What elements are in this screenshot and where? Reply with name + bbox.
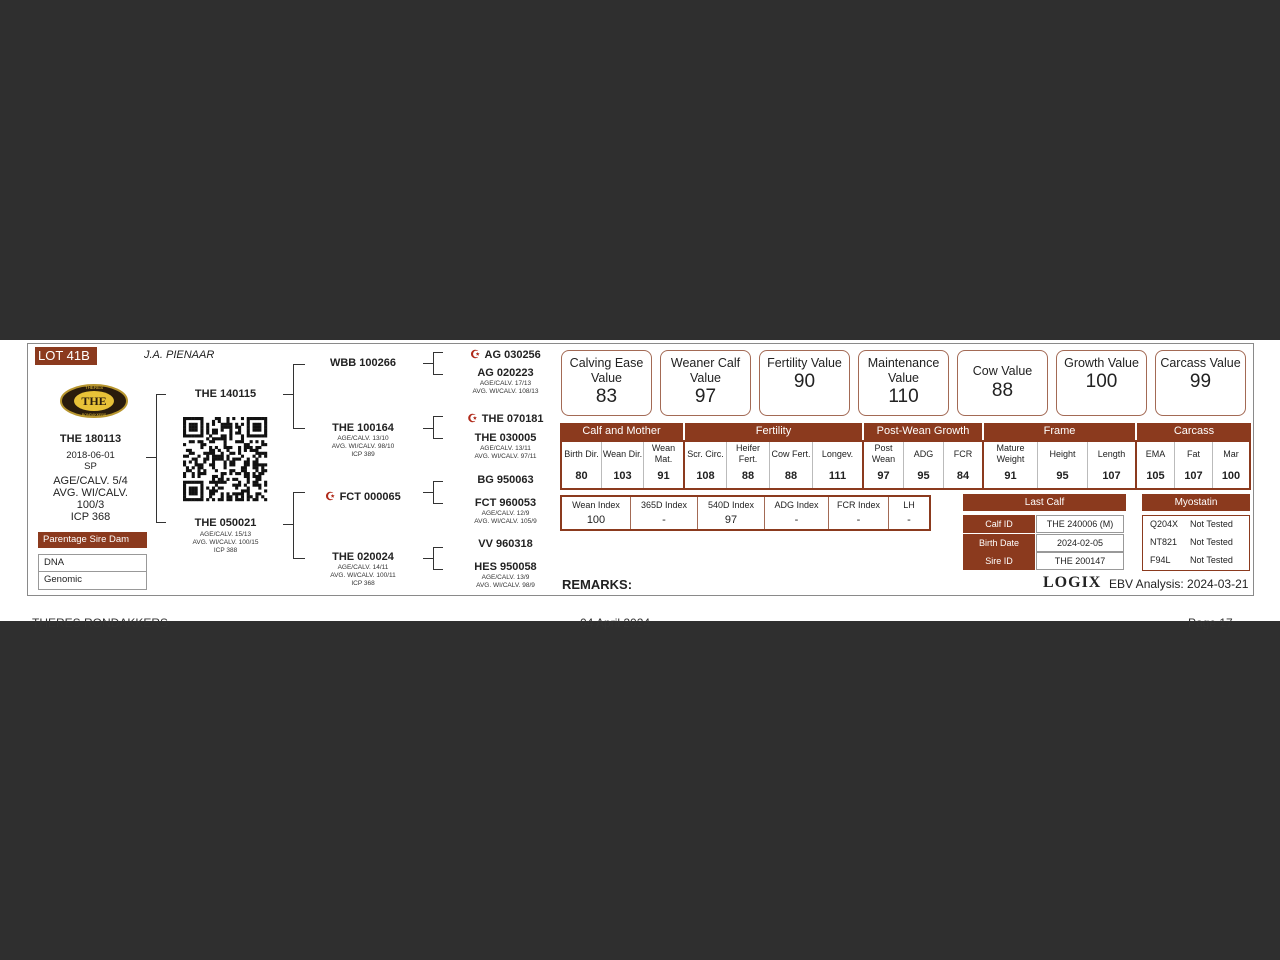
value-title: Calving Ease Value (569, 356, 644, 385)
sire-dam-info (313, 422, 413, 459)
sheep-icon: ☪ (470, 349, 481, 361)
myostatin-header: Myostatin (1142, 494, 1250, 511)
index-365d: 365D Index - (631, 497, 698, 529)
value-title: Carcass Value (1160, 356, 1241, 370)
value-title: Cow Value (972, 364, 1033, 378)
ggp-sds (453, 409, 558, 427)
ebv-analysis-date: EBV Analysis: 2024-03-21 (1109, 577, 1249, 591)
parentage-row-genomic: Genomic (38, 572, 147, 590)
pedigree-line (433, 374, 443, 375)
pedigree-line (293, 558, 305, 559)
logo-top-text: THERES (84, 385, 104, 390)
value-number: 88 (991, 380, 1014, 401)
ebv-post-wean: Post Wean 97 (864, 442, 904, 488)
value-box-cow (957, 350, 1048, 416)
value-number: 100 (1085, 371, 1118, 392)
ggp-dds-id: VV 960318 (478, 538, 533, 550)
ggp-ssd-avg: AVG. WI/CALV. 108/13 (472, 388, 539, 395)
logo-bottom-text: RONDAKKERS (81, 413, 107, 417)
sire-sire-id: WBB 100266 (329, 357, 397, 369)
pedigree-line (423, 363, 433, 364)
last-calf-row: Sire ID THE 200147 (963, 552, 1126, 570)
sire-dam-avg: AVG. WI/CALV. 98/10 (331, 443, 395, 450)
sheep-icon: ☪ (467, 413, 478, 425)
sire-id: THE 140115 (194, 388, 257, 400)
animal-birth-date: 2018-06-01 (66, 450, 115, 461)
pedigree-line (156, 394, 166, 395)
ggp-sss (453, 345, 558, 363)
parentage-header: Parentage Sire Dam (38, 532, 147, 548)
footer-date: 04 April 2024 (580, 616, 651, 630)
sire-dam-age-calv: AGE/CALV. 13/10 (337, 435, 389, 442)
ggp-sds-id: THE 070181 (481, 413, 544, 425)
animal-info (38, 433, 143, 523)
dam-dam-avg: AVG. WI/CALV. 100/11 (330, 572, 396, 579)
value-title: Growth Value (1064, 356, 1139, 370)
ebv-fat: Fat 107 (1175, 442, 1213, 488)
breeder-logo (59, 381, 129, 421)
dam-dam-icp: ICP 368 (351, 580, 375, 587)
footer-page: Page 17 (1188, 616, 1233, 630)
ggp-ssd-id: AG 020223 (477, 367, 534, 379)
ebv-fcr: FCR 84 (944, 442, 984, 488)
ggp-ddd-id: HES 950058 (474, 561, 537, 573)
ebv-group-carcass: Carcass (1137, 423, 1251, 440)
ebv-birth-dir: Birth Dir. 80 (562, 442, 602, 488)
index-lh: LH - (903, 500, 915, 526)
index-wean: Wean Index 100 (562, 497, 631, 529)
animal-age-calv: AGE/CALV. 5/4 (53, 475, 128, 487)
value-title: Maintenance Value (867, 356, 940, 385)
pedigree-line (433, 547, 443, 548)
pedigree-line (433, 416, 434, 438)
pedigree-line (433, 352, 434, 374)
value-box-carcass (1155, 350, 1246, 416)
pedigree-line (156, 394, 157, 522)
pedigree-line (156, 522, 166, 523)
ggp-dsd-avg: AVG. WI/CALV. 105/9 (474, 518, 537, 525)
pedigree-line (293, 492, 305, 493)
index-540d: 540D Index 97 (698, 497, 765, 529)
animal-icp: ICP 368 (70, 511, 111, 523)
ggp-sdd-age-calv: AGE/CALV. 13/11 (480, 445, 531, 452)
pedigree-line (293, 364, 305, 365)
value-number: 110 (888, 386, 919, 407)
last-calf-header: Last Calf (963, 494, 1126, 511)
myostatin-row: Q204X Not Tested (1150, 519, 1233, 529)
ebv-mature-weight: Mature Weight 91 (984, 442, 1038, 488)
ggp-sdd-avg: AVG. WI/CALV. 97/11 (474, 453, 537, 460)
dam-age-calv: AGE/CALV. 15/13 (199, 531, 252, 538)
sheep-icon: ☪ (325, 491, 336, 503)
value-number: 99 (1189, 371, 1212, 392)
dam-dam-info (313, 551, 413, 588)
pedigree-line (423, 492, 433, 493)
pedigree-line (423, 558, 433, 559)
pedigree-line (433, 481, 443, 482)
value-title: Fertility Value (767, 356, 842, 370)
dam-dam-age-calv: AGE/CALV. 14/11 (337, 564, 389, 571)
ggp-dsd-age-calv: AGE/CALV. 12/9 (481, 510, 530, 517)
pedigree-line (283, 394, 293, 395)
ggp-dsd-id: FCT 960053 (474, 497, 537, 509)
pedigree-line (433, 438, 443, 439)
value-box-growth (1056, 350, 1147, 416)
dam-info (178, 517, 273, 555)
value-title: Weaner Calf Value (670, 356, 741, 385)
ebv-group-frame: Frame (984, 423, 1135, 440)
myostatin-row: NT821 Not Tested (1150, 537, 1233, 547)
sire-dam-icp: ICP 389 (351, 451, 375, 458)
catalogue-page (0, 340, 1280, 630)
ebv-wean-dir: Wean Dir. 103 (602, 442, 644, 488)
last-calf-row: Calf ID THE 240006 (M) (963, 515, 1126, 533)
ebv-group-post-wean: Post-Wean Growth (864, 423, 982, 440)
value-number: 90 (793, 371, 816, 392)
pedigree-line (293, 428, 305, 429)
index-adg: ADG Index - (765, 497, 829, 529)
pedigree-line (293, 492, 294, 558)
value-number: 97 (694, 386, 717, 407)
ebv-group-calf-mother: Calf and Mother (560, 423, 683, 440)
ggp-sss-id: AG 030256 (484, 349, 541, 361)
footer-breeder: THERES RONDAKKERS (32, 616, 169, 630)
animal-id: THE 180113 (59, 433, 122, 445)
ebv-height: Height 95 (1038, 442, 1088, 488)
ebv-adg: ADG 95 (904, 442, 944, 488)
dam-avg: AVG. WI/CALV. 100/15 (192, 539, 259, 546)
ggp-ssd (453, 367, 558, 396)
ebv-ema: EMA 105 (1137, 442, 1175, 488)
ggp-sdd (453, 432, 558, 461)
remarks-label: REMARKS: (562, 577, 633, 592)
ebv-mar: Mar 100 (1221, 448, 1241, 482)
value-box-fertility (759, 350, 850, 416)
pedigree-line (423, 428, 433, 429)
pedigree-line (293, 364, 294, 428)
parentage-row-dna: DNA (38, 554, 147, 572)
value-box-calving-ease (561, 350, 652, 416)
dam-icp: ICP 388 (213, 547, 238, 554)
ggp-dsd (453, 497, 558, 526)
ebv-wean-mat: Wean Mat. 91 (644, 442, 685, 488)
ebv-group-fertility: Fertility (685, 423, 862, 440)
ggp-dss-id: BG 950063 (477, 474, 534, 486)
last-calf-row: Birth Date 2024-02-05 (963, 534, 1126, 552)
pedigree-line (433, 569, 443, 570)
ggp-ddd-age-calv: AGE/CALV. 13/9 (481, 574, 530, 581)
value-box-weaner-calf (660, 350, 751, 416)
index-fcr: FCR Index - (829, 497, 889, 529)
dam-sire-id: FCT 000065 (339, 491, 401, 503)
owner-name: J.A. PIENAAR (144, 349, 215, 361)
animal-avg: AVG. WI/CALV. 100/3 (53, 487, 128, 511)
pedigree-line (146, 457, 156, 458)
ebv-cow-fert: Cow Fert. 88 (770, 442, 813, 488)
dam-dam-id: THE 020024 (332, 551, 394, 563)
value-box-maintenance (858, 350, 949, 416)
dam-sire-info (313, 487, 413, 505)
ebv-scr-circ: Scr. Circ. 108 (685, 442, 727, 488)
pedigree-line (433, 503, 443, 504)
ggp-ddd (453, 561, 558, 590)
ggp-sdd-id: THE 030005 (474, 432, 537, 444)
qr-code[interactable] (183, 417, 267, 501)
lot-card (27, 343, 1254, 596)
animal-sex: SP (84, 461, 97, 472)
logo-center-text: THE (81, 394, 107, 408)
myostatin-row: F94L Not Tested (1150, 555, 1233, 565)
ebv-longev: Longev. 111 (813, 442, 864, 488)
pedigree-line (433, 416, 443, 417)
value-number: 83 (595, 386, 618, 407)
pedigree-line (433, 547, 434, 569)
ggp-ssd-age-calv: AGE/CALV. 17/13 (479, 380, 532, 387)
ebv-heifer-fert: Heifer Fert. 88 (727, 442, 770, 488)
ggp-ddd-avg: AVG. WI/CALV. 98/9 (476, 582, 535, 589)
pedigree-line (433, 352, 443, 353)
ebv-length: Length 107 (1088, 442, 1137, 488)
pedigree-line (283, 524, 293, 525)
sire-dam-id: THE 100164 (332, 422, 394, 434)
lot-number: LOT 41B (35, 347, 97, 365)
pedigree-line (433, 481, 434, 503)
dam-id: THE 050021 (194, 517, 257, 529)
logix-logo: LOGIX (1043, 574, 1102, 591)
